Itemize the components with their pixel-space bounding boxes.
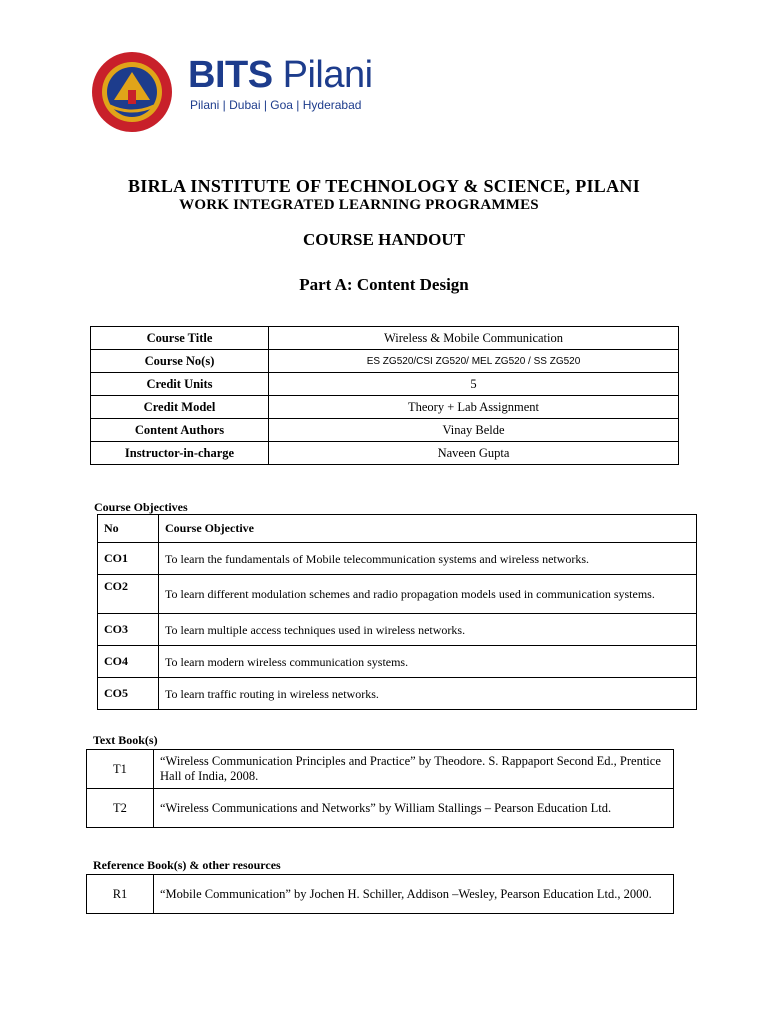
book-citation: “Wireless Communications and Networks” by William Stallings – Pearson Education Ltd. — [154, 789, 674, 828]
objective-text: To learn the fundamentals of Mobile telecommunication systems and wireless networks. — [159, 543, 697, 575]
book-citation: “Mobile Communication” by Jochen H. Schiller, Addison –Wesley, Pearson Education Ltd., 2000. — [154, 875, 674, 914]
book-id: T1 — [87, 750, 154, 789]
info-value: 5 — [269, 373, 679, 396]
table-row — [91, 350, 679, 373]
table-row — [87, 750, 674, 789]
bits-logo — [90, 50, 373, 128]
info-value: Theory + Lab Assignment — [269, 396, 679, 419]
text-books-table — [86, 749, 674, 828]
book-id: R1 — [87, 875, 154, 914]
info-value: ES ZG520/CSI ZG520/ MEL ZG520 / SS ZG520 — [269, 350, 679, 373]
info-value: Naveen Gupta — [269, 442, 679, 465]
document-title: COURSE HANDOUT — [303, 230, 465, 249]
table-row — [98, 646, 697, 678]
table-row — [91, 373, 679, 396]
table-row — [91, 442, 679, 465]
reference-books-table — [86, 874, 674, 914]
objective-text: To learn traffic routing in wireless networks. — [159, 678, 697, 710]
table-row — [98, 678, 697, 710]
table-row — [91, 419, 679, 442]
book-citation: “Wireless Communication Principles and Practice” by Theodore. S. Rappaport Second Ed., Prentice Hall of India, 2008. — [154, 750, 674, 789]
info-value: Vinay Belde — [269, 419, 679, 442]
info-key: Instructor-in-charge — [91, 442, 269, 465]
objective-text: To learn modern wireless communication systems. — [159, 646, 697, 678]
objective-id: CO3 — [98, 614, 159, 646]
objectives-label: Course Objectives — [94, 500, 188, 514]
table-row — [91, 396, 679, 419]
book-id: T2 — [87, 789, 154, 828]
info-key: Credit Model — [91, 396, 269, 419]
table-row — [91, 327, 679, 350]
info-key: Credit Units — [91, 373, 269, 396]
column-header-objective: Course Objective — [159, 515, 697, 543]
info-value: Wireless & Mobile Communication — [269, 327, 679, 350]
objective-text: To learn multiple access techniques used in wireless networks. — [159, 614, 697, 646]
table-header-row — [98, 515, 697, 543]
info-key: Course Title — [91, 327, 269, 350]
programme-name: WORK INTEGRATED LEARNING PROGRAMMES — [179, 197, 539, 213]
info-key: Course No(s) — [91, 350, 269, 373]
objective-text: To learn different modulation schemes and radio propagation models used in communication systems. — [159, 575, 697, 614]
course-info-table — [90, 326, 679, 465]
text-books-label: Text Book(s) — [93, 733, 158, 747]
course-objectives-table — [97, 514, 697, 710]
info-key: Content Authors — [91, 419, 269, 442]
objective-id: CO1 — [98, 543, 159, 575]
campus-list: Pilani | Dubai | Goa | Hyderabad — [190, 98, 362, 112]
brand-name: BITS Pilani — [188, 54, 373, 96]
institute-seal-icon — [90, 50, 174, 134]
reference-books-label: Reference Book(s) & other resources — [93, 858, 281, 872]
objective-id: CO2 — [98, 575, 159, 614]
part-title: Part A: Content Design — [299, 275, 469, 294]
table-row — [98, 543, 697, 575]
table-row — [98, 575, 697, 614]
table-row — [98, 614, 697, 646]
table-row — [87, 875, 674, 914]
table-row — [87, 789, 674, 828]
objective-id: CO4 — [98, 646, 159, 678]
objective-id: CO5 — [98, 678, 159, 710]
column-header-no: No — [98, 515, 159, 543]
institute-name: BIRLA INSTITUTE OF TECHNOLOGY & SCIENCE, PILANI — [127, 176, 641, 196]
